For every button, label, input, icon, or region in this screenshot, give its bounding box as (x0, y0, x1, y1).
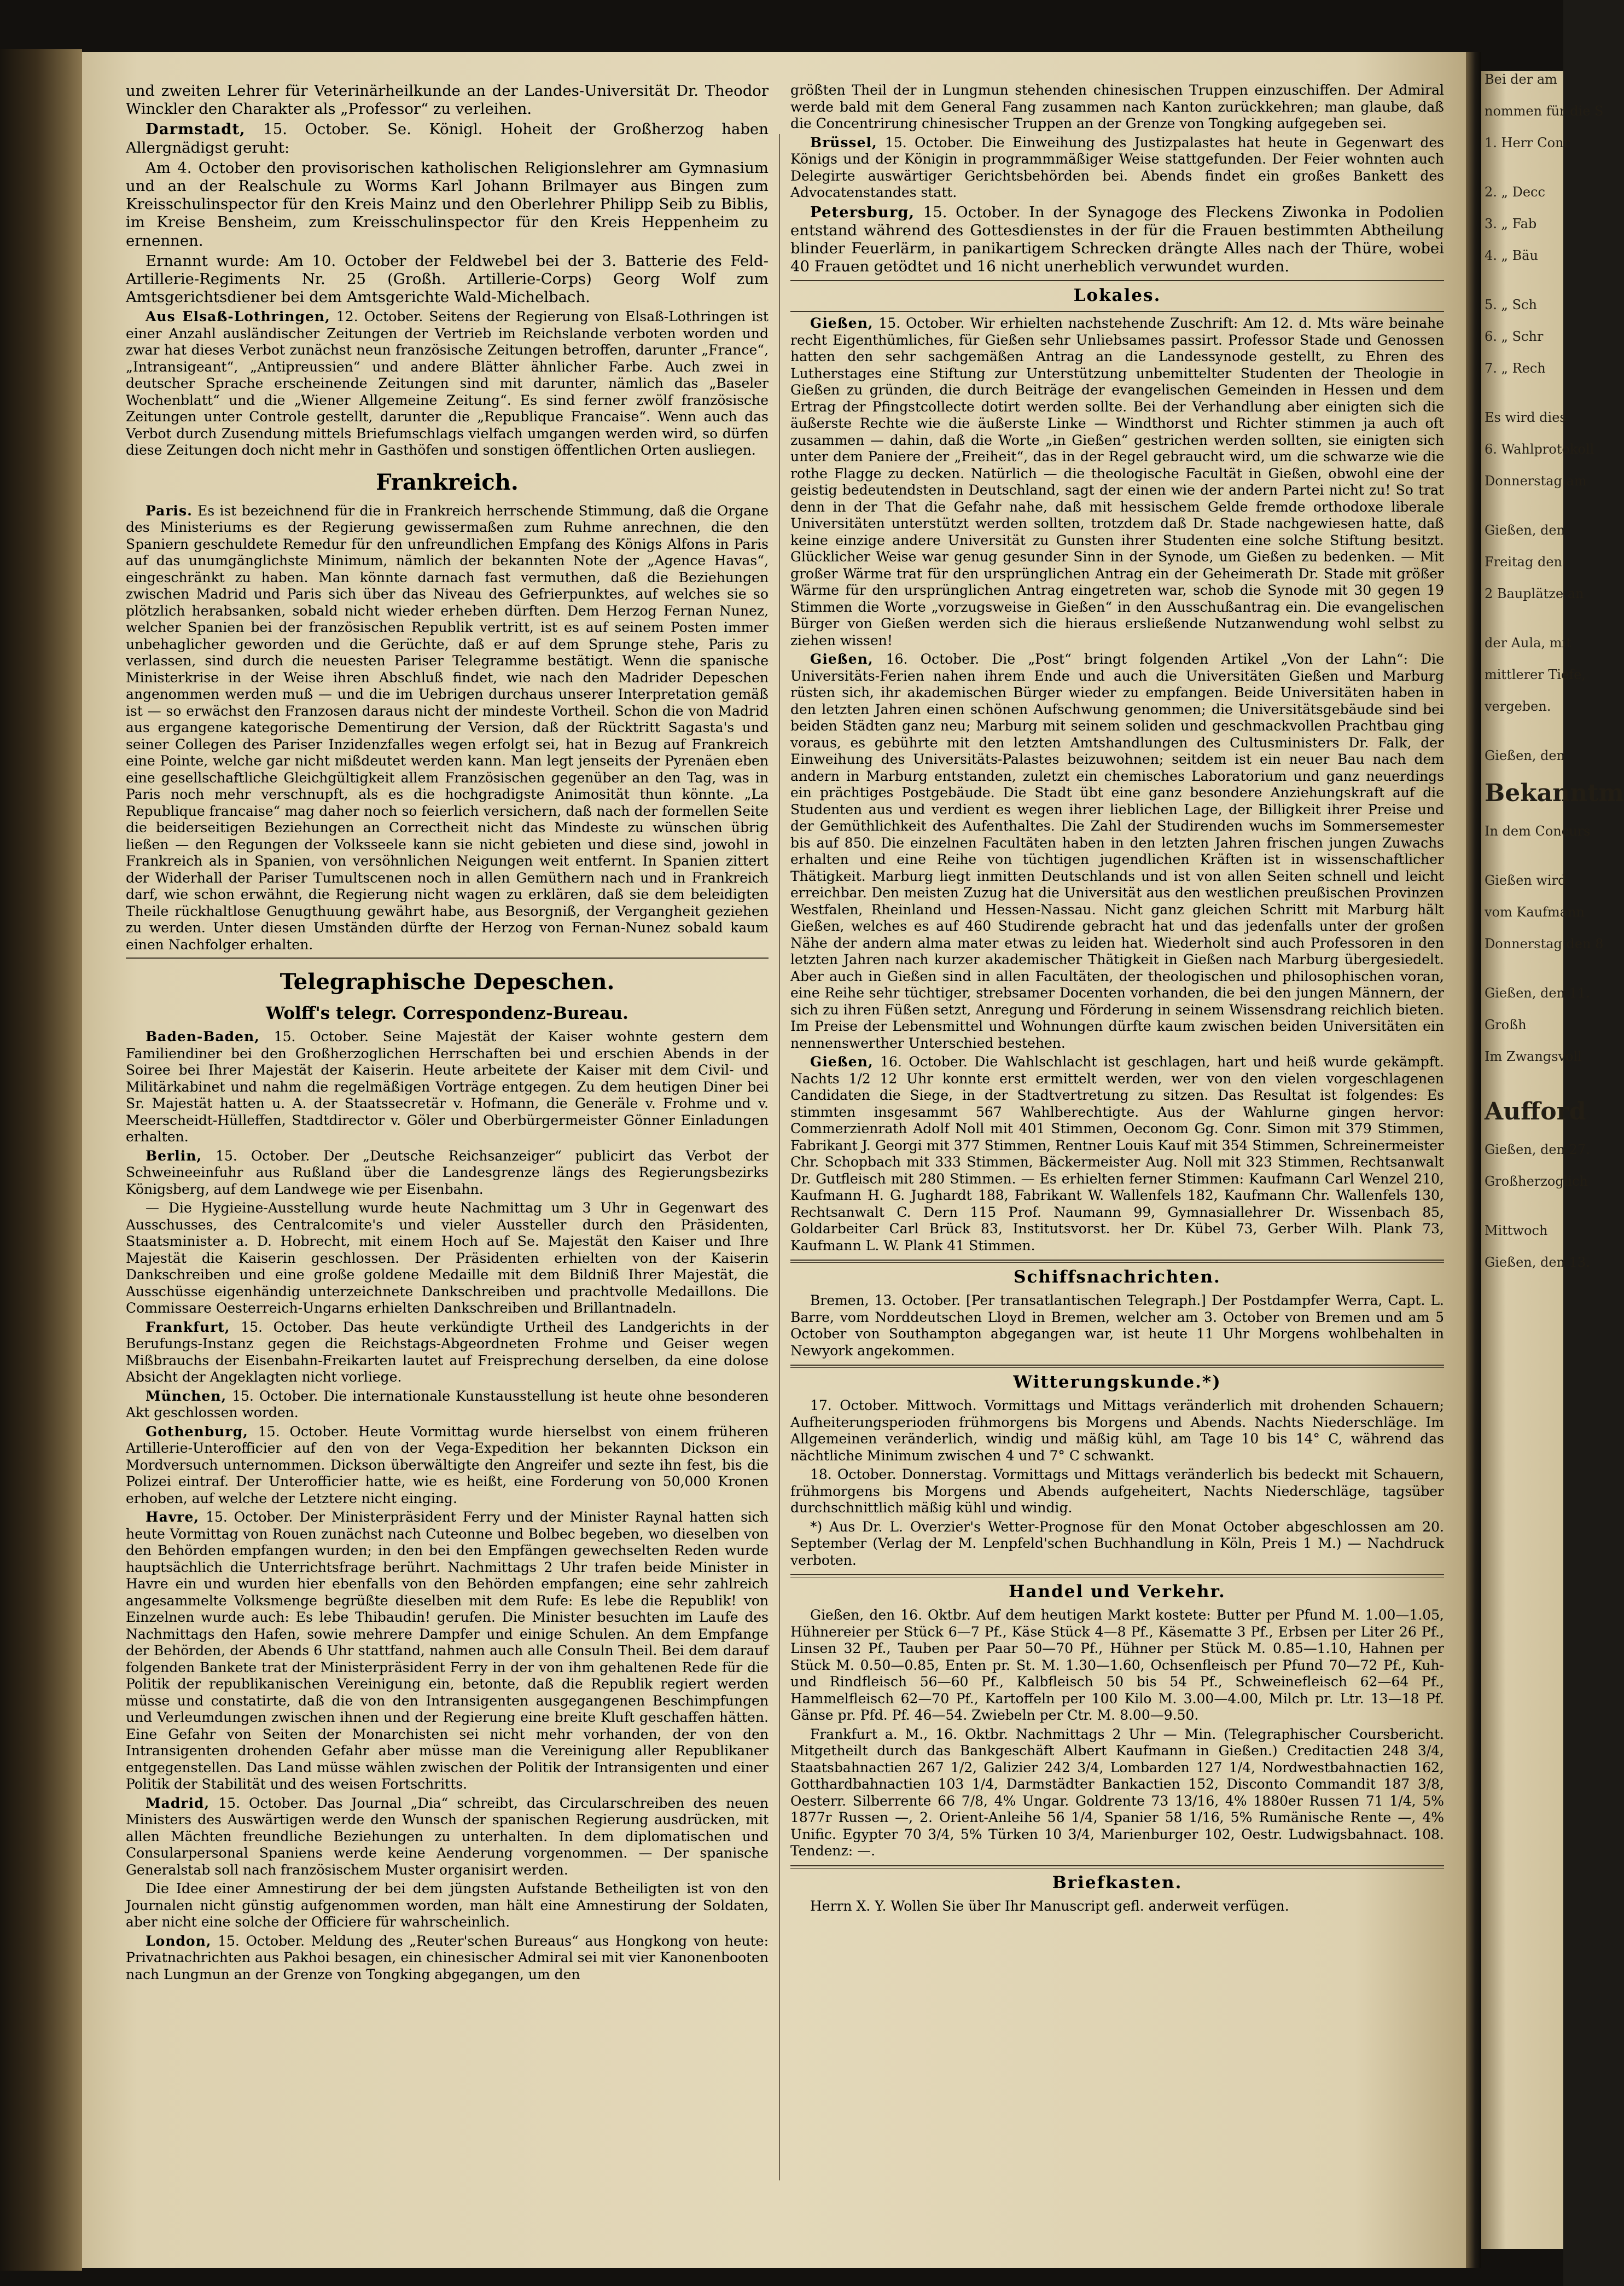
item-text: 15. October. Die Einweihung des Justizpalastes hat heute in Gegenwart des Königs und der Königin in programmmäßiger Weise stattgefunden. Der Feier wohnten auch Delegirte auswärtiger Gerichtsbehörden bei. Abends findet ein großes Bankett des Advocatenstandes statt. (790, 134, 1444, 200)
section-rule (790, 1574, 1444, 1577)
bureau-subheading: Wolff's telegr. Correspondenz-Bureau. (266, 1003, 628, 1024)
item-text: 15. October. Wir erhielten nachstehende Zuschrift: Am 12. d. Mts wäre beinahe recht Eigenthümliches, für Gießen sehr Unliebsames passirt. Professor Stade und Genossen hatten den sehr sachgemäßen Antrag an die Landessynode gestellt, zu Ehren des Lutherstages eine Stiftung zur Unterstützung unbemittelter Studenten der Theologie in Gießen zu gründen, die durch Beiträge der evangelischen Gemeinden in Hessen und dem Ertrag der Pfingstcollecte dotirt werden sollte. Bei der Verhandlung aber einigten sich die äußerste Rechte wie die äußerste Linke — Windthorst und Richter stimmen ja auch oft zusammen — dahin, daß die Worte „in Gießen“ gestrichen werden sollten, sie einigten sich unter dem Paniere der „Freiheit“, das in der Regel gebraucht wird, um die schwarze wie die rothe Flagge zu decken. Natürlich — die theologische Facultät in Gießen, obwohl eine der geistig bedeutendsten in Deutschland, sagt der einen wie der andern Partei nicht zu! So trat denn in der That die Gefahr nahe, daß mit hessischem Gelde fremde orthodoxe liberale Universitäten unterstützt werden sollten, trotzdem daß Dr. Stade nachgewiesen hatte, daß keine einzige andere Universität zu Gunsten ihrer Studenten eine solche Stiftung besitzt. Glücklicher Weise war genug gesunder Sinn in der Synode, um Gießen zu bedenken. — Mit großer Wärme trat für den ursprünglichen Antrag ein der Geheimerath Dr. Stade mit größer Wärme für den ursprünglichen Antrag eingetreten war, schob die Synode mit 30 gegen 19 Stimmen die Worte „vorzugsweise in Gießen“ in den Ausschußantrag ein. Die evangelischen Bürger von Gießen werden sich die hieraus ersließende Nutzanwendung wohl selbst zu ziehen wissen! (790, 315, 1444, 648)
adjacent-line: 4. „ Bäu (1485, 248, 1538, 263)
page-gutter (1466, 52, 1481, 2268)
adjacent-line: vergeben. (1485, 699, 1551, 714)
telegram-list (126, 1029, 769, 1983)
item-text: 15. October. Heute Vormittag wurde hierselbst von einem früheren Artillerie-Unterofficier auf den von der Vega-Expedition her bekannten Dickson ein Mordversuch unternommen. Dickson überwältigte den Angreifer und sezte ihn fest, bis die Polizei eintraf. Der Unterofficier hatte, wie es heißt, eine Forderung von 50,000 Kronen erhoben, auf welche der Letztere nicht einging. (126, 1423, 769, 1506)
item-text: 15. October. Der „Deutsche Reichsanzeiger“ publicirt das Verbot der Schweineeinfuhr aus Rußland über die Landesgrenze längs des Regierungsbezirks Königsberg, auf dem Landwege wie per Eisenbahn. (126, 1147, 769, 1197)
item-text: 15. October. Se. Königl. Hoheit der Großherzog haben Allergnädigst geruht: (126, 120, 769, 156)
petersburg-item (790, 204, 1444, 276)
adjacent-line: Bei der am (1485, 72, 1557, 87)
dateline-place: London, (145, 1933, 212, 1949)
darmstadt-item (126, 120, 769, 156)
dateline-place: Baden-Baden, (145, 1029, 260, 1045)
dateline-place: Frankfurt, (145, 1319, 230, 1335)
dateline-place: Gießen, (810, 1054, 874, 1070)
adjacent-line: Donnerstag den 8 (1485, 936, 1604, 951)
dateline-place: Gießen, (810, 315, 874, 332)
right-column (790, 82, 1444, 1917)
london-continuation: größten Theil der in Lungmun stehenden chinesischen Truppen einzuschiffen. Der Admiral werde bald mit dem General Fang zusammen nach Kanton zurückkehren; man glaube, daß die Concentrirung chinesischer Truppen an der Grenze von Tongking aufgegeben sei. (790, 82, 1444, 131)
adjacent-line: 1. Herr Conr (1485, 135, 1570, 150)
stock-report: Frankfurt a. M., 16. Oktbr. Nachmittags 2 Uhr — Min. (Telegraphischer Coursbericht. Mitgetheilt durch das Bankgeschäft Albert Kaufmann in Gießen.) Creditactien 248 3/4, Staatsbahnactien 267 1/2, Galizier 242 3/4, Lombarden 127 1/4, Nordwestbahnactien 162, Gotthardbahnactien 103 1/4, Darmstädter Bankactien 152, Disconto Commandit 187 3/8, Oesterr. Silberrente 66 7/8, 4% Ungar. Goldrente 73 13/16, 4% 1880er Russen 71 1/4, 5% 1877r Russen —, 2. Orient-Anleihe 56 1/4, Spanier 58 1/16, 5% Rumänische Rente —, 4% Unific. Egypter 70 3/4, 5% Türken 10 3/4, Marienburger 102, Oestr. Ludwigsbahnact. 108. Tendenz: —. (790, 1726, 1444, 1859)
shipping-text: Bremen, 13. October. [Per transatlantischen Telegraph.] Der Postdampfer Werra, Capt. L. Barre, vom Norddeutschen Lloyd in Bremen, welcher am 3. October von Bremen und am 5 October von Southampton abgegangen war, ist heute 11 Uhr Morgens wohlbehalten in Newyork angekommen. (790, 1292, 1444, 1359)
section-heading-schiffsnachrichten: Schiffsnachrichten. (1014, 1267, 1221, 1287)
adjacent-line: Großh (1485, 1017, 1527, 1032)
dateline-place: Aus Elsaß-Lothringen, (145, 309, 330, 325)
dateline-place: Berlin, (145, 1147, 202, 1164)
letterbox-text: Herrn X. Y. Wollen Sie über Ihr Manuscript gefl. anderweit verfügen. (810, 1898, 1289, 1914)
left-column (126, 82, 769, 1985)
news-item (790, 1054, 1444, 1254)
dateline-place: Gießen, (810, 651, 874, 668)
section-rule (790, 280, 1444, 281)
item-text: Es ist bezeichnend für die in Frankreich herrschende Stimmung, daß die Organe des Ministeriums es der Regierung gewissermaßen zum Ruhme anrechnen, die den Spaniern geschuldete Remedur für den unfreundlichen Empfang des Königs Alfons in Paris auf das unumgänglichste Minimum, nämlich der bekannten Note der „Agence Havas“, eingeschränkt zu haben. Man könnte darnach fast vermuthen, daß die Beziehungen zwischen Madrid und Paris sich über das Niveau des Gefrierpunktes, auf welches sie so plötzlich herabsanken, sobald nicht wieder erheben dürften. Dem Herzog Fernan Nunez, welcher Spanien bei der französischen Republik vertritt, ist es auf seinem Posten immer unbehaglicher geworden und die Gerüchte, daß er auf dem Sprunge stehe, Paris zu verlassen, sind durch die neuesten Pariser Telegramme bestätigt. Wenn die spanische Ministerkrise in der Weise ihren Abschluß findet, wie nach den Madrider Depeschen angenommen werden muß — und die im Uebrigen durchaus unserer Interpretation gemäß ist — so erwächst den Franzosen daraus nicht der mindeste Vortheil. Schon die von Madrid aus ergangene kategorische Dementirung der Version, daß der Rücktritt Sagasta's und seiner Collegen des Pariser Inzidenzfalles wegen erfolgt sei, hat in Bezug auf Frankreich eine Pointe, welche gar nicht mißdeutet werden kann. Man legt jenseits der Pyrenäen eben eine gesellschaftliche Gleichgültigkeit allem Französischen gegenüber an den Tag, was in Paris noch mehr verschnupft, als es die hochgradigste Animosität thun könnte. „La Republique francaise“ mag daher noch so feierlich versichern, daß nach der formellen Seite die beiderseitigen Beziehungen an Correctheit nicht das Mindeste zu wünschen übrig ließen — den Regungen der Volksseele kann sie nicht gebieten und diese sind, jowohl in Frankreich als in Spanien, von versöhnlichen Neigungen weit entfernt. In Spanien zittert der Widerhall der Pariser Tumultscenen noch in allen Gemüthern nach und in Frankreich darf, wie schon erwähnt, die Regierung nicht wagen zu erklären, daß sie dem beleidigten Theile rückhaltlose Genugthuung gewährt habe, aus Besorgniß, der Vergangheit geziehen zu werden. Unter diesen Umständen dürfte der Herzog von Fernan-Nunez sobald kaum einen Nachfolger erhalten. (126, 502, 769, 953)
news-item (126, 1424, 769, 1507)
weather-text1: 17. October. Mittwoch. Vormittags und Mittags veränderlich mit drohenden Schauern; Aufheiterungsperioden frühmorgens bis Morgens und Abends. Nachts Niederschläge. Im Allgemeinen veränderlich, windig und mäßig kühl, am Tage 10 bis 14° C, während das nächtliche Minimum zwischen 4 und 7° C schwankt. (790, 1397, 1444, 1464)
dateline-place: Havre, (145, 1509, 200, 1525)
news-item (790, 315, 1444, 649)
adjacent-line: 2 Bauplätze an (1485, 586, 1584, 601)
adjacent-line: Gießen, den 11. (1485, 985, 1590, 1001)
adjacent-line: 2. „ Decc (1485, 184, 1545, 200)
item-text: 12. October. Seitens der Regierung von Elsaß-Lothringen ist einer Anzahl ausländischer Zeitungen der Vertrieb im Reichslande verboten worden und zwar hat dieses Verbot zunächst neun französische Zeitungen betroffen, darunter „France“, „Intransigeant“, „Antipreussien“ und andere Blätter ähnlicher Farbe. Auch zwei in deutscher Sprache erscheinende Zeitungen sind mit darunter, nämlich das „Baseler Wochenblatt“ und die „Wiener Allgemeine Zeitung“. Es sind ferner zwölf französische Zeitungen unter Controle gestellt, darunter die „Republique Francaise“. Wenn auch das Verbot durch Zusendung mittels Briefumschlags vielfach umgangen werden wird, so dürfen diese Zeitungen doch nicht mehr in Gasthöfen und sonstigen öffentlichen Orten ausliegen. (126, 309, 769, 459)
elsass-item (126, 309, 769, 459)
weather-text2: 18. October. Donnerstag. Vormittags und Mittags veränderlich bis bedeckt mit Schauern, frühmorgens bis Morgens und Abends aufgeheitert, Nachts Niederschläge, tagsüber durchschnittlich mäßig kühl und windig. (790, 1466, 1444, 1516)
darmstadt-text2: Am 4. October den provisorischen katholischen Religionslehrer am Gymnasium und an der Realschule zu Worms Karl Johann Brilmayer aus Bingen zum Kreisschulinspector für den Kreis Mainz und den Oberlehrer Philipp Seib zu Biblis, im Kreise Bensheim, zum Kreisschulinspector für den Kreis Heppenheim zu ernennen. (126, 159, 769, 250)
adjacent-page-edge (1481, 71, 1624, 2249)
adjacent-line: Großherzoglich (1485, 1174, 1588, 1189)
dateline-place: Darmstadt, (145, 120, 246, 138)
section-rule (790, 1365, 1444, 1368)
adjacent-line: vom Kaufmann (1485, 904, 1585, 920)
item-text: Die Idee einer Amnestirung der bei dem jüngsten Aufstande Betheiligten ist von den Journalen nicht günstig aufgenommen worden, man hält eine Amnestirung der Soldaten, aber nicht eine solche der Officiere für wahrscheinlich. (126, 1881, 769, 1930)
section-heading-witterungskunde: Witterungskunde.*) (1013, 1372, 1221, 1393)
adjacent-line: 6. Wahlprotokoll (1485, 442, 1594, 457)
news-item (126, 1795, 769, 1879)
intro-paragraph: und zweiten Lehrer für Veterinärheilkunde an der Landes-Universität Dr. Theodor Winckler den Charakter als „Professor“ zu verleihen. (126, 82, 769, 118)
adjacent-line: mittlerer Tiefe, (1485, 667, 1586, 682)
item-text: 15. October. In der Synagoge des Fleckens Ziwonka in Podolien entstand während des Gottesdienstes in der für die Frauen bestimmten Abtheilung blinder Feuerlärm, in panikartigem Schrecken drängte Alles nach der Thüre, wobei 40 Frauen getödtet und 16 nicht unerheblich verwundet wurden. (790, 203, 1444, 276)
section-heading-handel: Handel und Verkehr. (1009, 1582, 1226, 1602)
column-divider (779, 134, 780, 2180)
news-item (126, 1319, 769, 1386)
section-rule (790, 1260, 1444, 1263)
news-item (126, 1148, 769, 1198)
item-text: 15. October. Das heute verkündigte Urtheil des Landgerichts in der Berufungs-Instanz gegen die Reichstags-Abgeordneten Frohme und Geiser wegen Mißbrauchs der Eisenbahn-Freikarten lautet auf Freisprechung derselben, da eine dolose Absicht der Angeklagten nicht vorliege. (126, 1319, 769, 1385)
item-text: 16. October. Die „Post“ bringt folgenden Artikel „Von der Lahn“: Die Universitäts-Ferien nahen ihrem Ende und auch die Universitäten Gießen und Marburg rüsten sich, ihr akademischen Bürger wieder zu empfangen. Beide Universitäten haben in den letzten Jahren einen schönen Aufschwung genommen; die Universitätsgebäude sind bei beiden Städten ganz neu; Marburg mit seinem soliden und geschmackvollen Prachtbau ging voraus, es gebührte mit den letzten Amtshandlungen des Cultusministers Dr. Falk, der Einweihung des Universitäts-Palastes beizuwohnen; seitdem ist ein neuer Bau nach dem andern in Marburg entstanden, zuletzt ein chemisches Laboratorium und ganz neuerdings ein prächtiges Postgebäude. Die Stadt übt eine ganz besondere Anziehungskraft auf die Studenten aus und verdient es wegen ihrer lieblichen Lage, der Billigkeit ihrer Preise und der Gemüthlichkeit des Aufenthaltes. Die Zahl der Studirenden wuchs im Sommersemester bis auf 850. Die einzelnen Facultäten haben in den letzten Jahren frischen jungen Zuwachs erhalten und eine Reihe von tüchtigen jugendlichen Kräften ist in wissenschaftlicher Thätigkeit. Marburg liegt inmitten Deutschlands und ist von allen Seiten schnell und leicht erreichbar. Den meisten Zuzug hat die Universität aus den westlichen preußischen Provinzen Westfalen, Rheinland und Hessen-Nassau. Nicht ganz gleichen Schritt mit Marburg hält Gießen, welches es auf 460 Studirende gebracht hat und das jedenfalls unter der großen Nähe der andern alma mater etwas zu leiden hat. Wiederholt sind auch Professoren in den letzten Jahren nach kurzer akademischer Thätigkeit in Gießen nach Marburg übergesiedelt. Aber auch in Gießen sind in allen Facultäten, der theologischen und philosophischen voran, eine Reihe sehr tüchtiger, strebsamer Docenten vorhanden, die bei den jungen Männern, der sich zu ihren Füßen setzt, Anregung und Förderung in seinem Wissensdrang reichlich bieten. Im Preise der Lebensmittel und Wohnungen dürfte kaum zwischen beiden Universitäten ein nennenswerther Unterschied bestehen. (790, 651, 1444, 1051)
adjacent-line: Gießen, den 27. (1485, 1142, 1590, 1157)
adjacent-line: Aufford (1485, 1098, 1586, 1125)
adjacent-line: Es wird dies (1485, 410, 1567, 425)
dateline-place: Paris. (145, 502, 193, 519)
adjacent-line: Mittwoch (1485, 1223, 1548, 1238)
section-rule (790, 311, 1444, 312)
adjacent-line: Gießen, den 13. (1485, 1255, 1590, 1270)
adjacent-line: Gießen, den (1485, 748, 1565, 763)
paris-item (126, 503, 769, 954)
adjacent-line: Gießen wird (1485, 873, 1567, 888)
item-text: 16. October. Die Wahlschlacht ist geschlagen, hart und heiß wurde gekämpft. Nachts 1/2 12 Uhr konnte erst ermittelt werden, wer von den vielen vorgeschlagenen Candidaten die Siege, in der Stadtvertretung zu sitzen. Das Resultat ist folgendes: Es stimmten insgesammt 567 Wahlberechtigte. Aus der Wahlurne gingen hervor: Commerzienrath Adolf Noll mit 401 Stimmen, Oeconom Gg. Conr. Simon mit 379 Stimmen, Fabrikant J. Georgi mit 377 Stimmen, Rentner Louis Kauf mit 354 Stimmen, Schreinermeister Chr. Schopbach mit 333 Stimmen, Bäckermeister Aug. Noll mit 323 Stimmen, Rechtsanwalt Dr. Gutfleisch mit 280 Stimmen. — Es erhielten ferner Stimmen: Kaufmann Carl Wenzel 210, Kaufmann H. G. Jughardt 188, Fabrikant W. Wallenfels 182, Kaufmann Chr. Wallenfels 130, Rechtsanwalt C. Dern 115 Prof. Naumann 99, Gymnasiallehrer Dr. Wissenbach 85, Goldarbeiter Carl Brück 83, Institutsvorst. her Dr. Kübel 73, Gerber Wilh. Plank 73, Kaufmann L. W. Plank 41 Stimmen. (790, 1054, 1444, 1254)
news-item (126, 1509, 769, 1793)
item-text: — Die Hygieine-Ausstellung wurde heute Nachmittag um 3 Uhr in Gegenwart des Ausschusses, des Centralcomite's und vieler Aussteller durch den Präsidenten, Staatsminister a. D. Hobrecht, mit einem Hoch auf Se. Majestät den Kaiser und Ihre Majestät die Kaiserin geschlossen. Der Präsidenten erhielten von der Kaiserin Dankschreiben und eine große goldene Medaille mit dem Bildniß Ihrer Majestät, die Ausschüsse eigenhändig unterzeichnete Dankschreiben und prachtvolle Medaillons. Die Commissare Oesterreich-Ungarns erhielten Dankschreiben und Brillantnadeln. (126, 1200, 769, 1316)
darmstadt-text3: Ernannt wurde: Am 10. October der Feldwebel bei der 3. Batterie des Feld-Artillerie-Regiments Nr. 25 (Großh. Artillerie-Corps) Georg Wolf zum Amtsgerichtsdiener bei dem Amtsgerichte Wald-Michelbach. (126, 252, 769, 306)
adjacent-line: In dem Concurs (1485, 823, 1591, 839)
news-item (126, 1881, 769, 1931)
weather-footnote: *) Aus Dr. L. Overzier's Wetter-Prognose für den Monat October abgeschlossen am 20. September (Verlag der M. Lenpfeld'schen Buchhandlung in Köln, Preis 1 M.) — Nachdruck verboten. (790, 1518, 1444, 1568)
adjacent-line: 5. „ Sch (1485, 297, 1537, 312)
section-heading-telegraphische: Telegraphische Depeschen. (280, 969, 615, 995)
market-report: Gießen, den 16. Oktbr. Auf dem heutigen Markt kostete: Butter per Pfund M. 1.00—1.05, Hühnereier per Stück 6—7 Pf., Käse Stück 4—8 Pf., Käsematte 3 Pf., Erbsen per Liter 26 Pf., Linsen 32 Pf., Tauben per Paar 50—70 Pf., Hühner per Stück M. 0.85—1.10, Hahnen per Stück M. 0.50—0.85, Enten pr. St. M. 1.30—1.60, Ochsenfleisch per Pfund 70—72 Pf., Kuh- und Rindfleisch 56—60 Pf., Kalbfleisch 50 bis 54 Pf., Schweinefleisch 62—64 Pf., Hammelfleisch 62—70 Pf., Kartoffeln per 100 Kilo M. 3.00—4.00, Milch pr. Ltr. 13—18 Pf. Gänse pr. Pfd. Pf. 46—54. Zwiebeln per Ctr. M. 8.00—9.50. (790, 1607, 1444, 1724)
section-heading-briefkasten: Briefkasten. (1052, 1872, 1183, 1893)
news-item (126, 1029, 769, 1146)
bruessel-item (790, 135, 1444, 201)
adjacent-line: 6. „ Schr (1485, 329, 1544, 344)
adjacent-line: Gießen, den (1485, 523, 1565, 538)
book-binding (0, 49, 82, 2271)
adjacent-line: 3. „ Fab (1485, 216, 1537, 231)
dateline-place: Madrid, (145, 1795, 210, 1811)
news-item (126, 1933, 769, 1983)
news-item (126, 1200, 769, 1317)
dateline-place: Gothenburg, (145, 1423, 248, 1440)
dateline-place: München, (145, 1388, 227, 1404)
adjacent-page-lines (1481, 71, 1624, 1270)
adjacent-line: Bekanntm (1485, 779, 1624, 807)
section-rule (126, 958, 769, 959)
adjacent-line: Im Zwangsvoll (1485, 1049, 1582, 1064)
section-heading-lokales: Lokales. (1073, 286, 1161, 306)
adjacent-line: der Aula, mit (1485, 635, 1571, 651)
local-news-list (790, 315, 1444, 1254)
adjacent-line: Donnerstag am (1485, 473, 1587, 489)
adjacent-line: 7. „ Rech (1485, 361, 1546, 376)
item-text: 15. October. Meldung des „Reuter'schen Bureaus“ aus Hongkong von heute: Privatnachrichten aus Pakhoi besagen, ein chinesischer Admiral sei mit vier Kanonenbooten nach Lungmun an der Grenze von Tongking abgegangen, um den (126, 1933, 769, 1982)
adjacent-line: Freitag den (1485, 554, 1562, 570)
adjacent-line: nommen für die S (1485, 103, 1604, 119)
item-text: 15. October. Die internationale Kunstausstellung ist heute ohne besonderen Akt geschlossen worden. (126, 1388, 769, 1421)
item-text: 15. October. Das Journal „Dia“ schreibt, das Circularschreiben des neuen Ministers des Auswärtigen werde den Wunsch der spanischen Regierung ausdrücken, mit allen Mächten freundliche Beziehungen zu unterhalten. In dem diplomatischen und Consularpersonal Spaniens werde keine Aenderung vorgenommen. — Der spanische Generalstab soll nach französischem Muster organisirt werden. (126, 1795, 769, 1878)
news-item (126, 1388, 769, 1422)
section-heading-frankreich: Frankreich. (376, 469, 519, 495)
item-text: 15. October. Seine Majestät der Kaiser wohnte gestern dem Familiendiner bei den Großherzoglichen Herrschaften bei und erschien Abends in der Soiree bei Ihrer Majestät der Kaiserin. Heute arbeitete der Kaiser mit dem Civil- und Militärkabinet und nahm die regelmäßigen Vorträge entgegen. Zu dem heutigen Diner bei Sr. Majestät hatten u. A. der Staatssecretär v. Hofmann, die Generäle v. Frohme und v. Meerscheidt-Hülleffen, Stadtdirector v. Göler und Oberbürgermeister Gönner Einladungen erhalten. (126, 1029, 769, 1145)
item-text: 15. October. Der Ministerpräsident Ferry und der Minister Raynal hatten sich heute Vormittag von Rouen zunächst nach Cuteonne und Bolbec begeben, wo dieselben von den Behörden empfangen wurden; in den bei den Empfängen gewechselten Reden wurde hauptsächlich die Unterrichtsfrage berührt. Nachmittags 2 Uhr trafen beide Minister in Havre ein und wurden hier ebenfalls von den Behörden empfangen; eine sehr zahlreich angesammelte Volksmenge begrüßte dieselben mit dem Rufe: Es lebe die Republik! von Einzelnen wurde auch: Es lebe Thibaudin! gerufen. Die Minister besuchten im Laufe des Nachmittags den Hafen, sowie mehrere Dampfer und einige Schulen. An dem Empfange der Behörden, der Abends 6 Uhr stattfand, nahmen auch alle Consuln Theil. Bei dem darauf folgenden Bankete trat der Ministerpräsident Ferry in der von ihm gehaltenen Rede für die Politik der republikanischen Vereinigung ein, betonte, daß die Republik regiert werden müsse und constatirte, daß die von den Intransigenten ausgegangenen Beschimpfungen und Verleumdungen zwischen ihnen und der Regierung eine breite Kluft geschaffen hätten. Eine Gefahr von Seiten der Monarchisten sei nicht mehr vorhanden, der von den Intransigenten drohenden Gefahr aber müsse man die Vereinigung aller Republikaner entgegenstellen. Das Land müsse wählen zwischen der Politik der Intransigenten und einer Politik der Stabilität und des weisen Fortschritts. (126, 1509, 769, 1792)
news-item (790, 651, 1444, 1052)
section-rule (790, 1865, 1444, 1869)
dateline-place: Petersburg, (810, 203, 915, 221)
dateline-place: Brüssel, (810, 134, 877, 150)
